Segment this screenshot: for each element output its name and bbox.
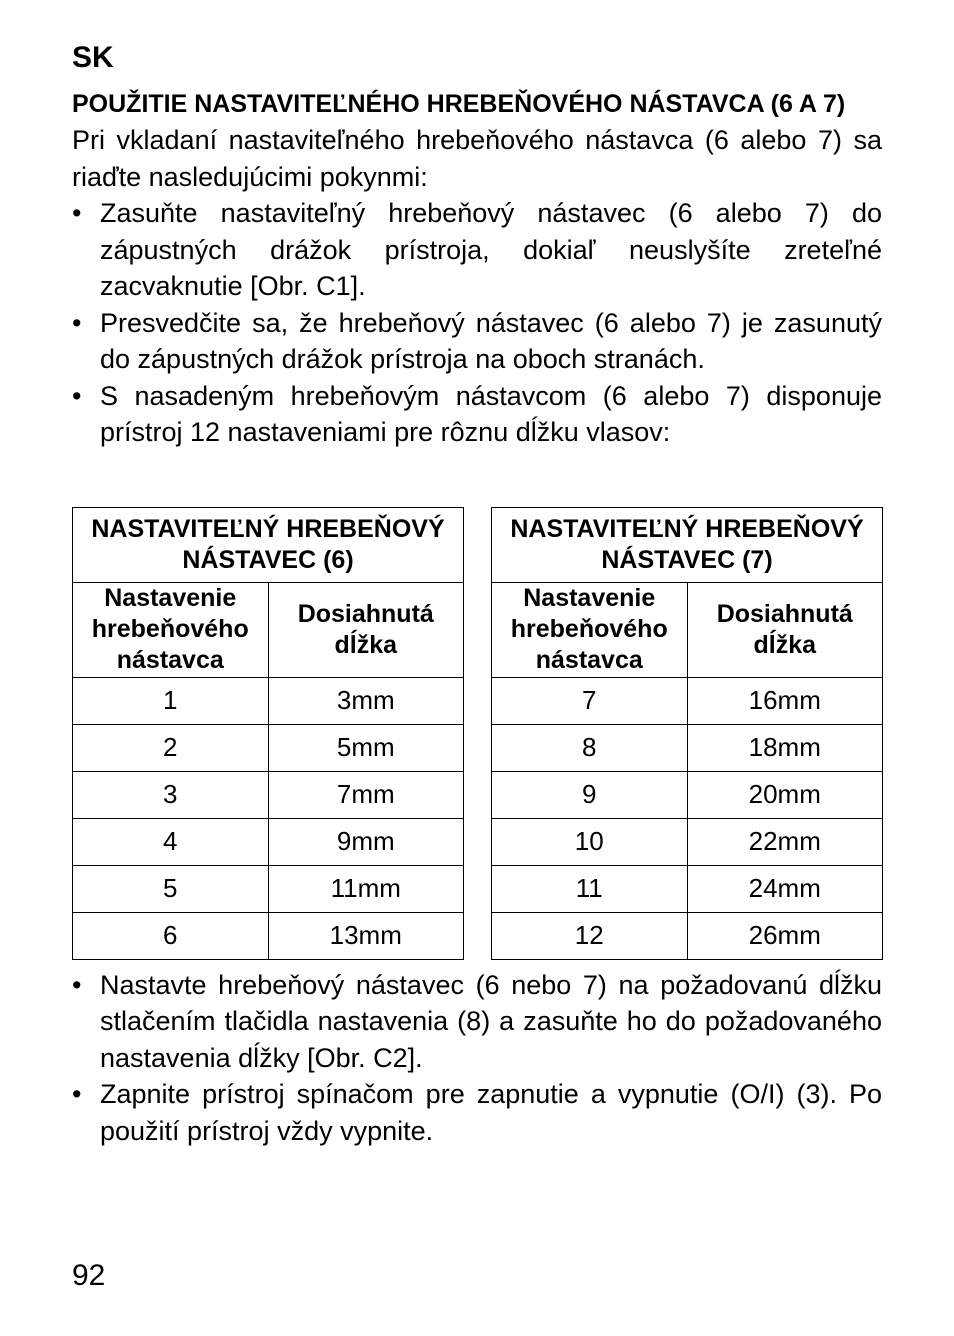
cell-setting: 8 [492, 724, 688, 771]
cell-setting: 4 [73, 818, 269, 865]
table-title: NASTAVITEĽNÝ HREBEŇOVÝ NÁSTAVEC (6) [73, 507, 464, 582]
table-row [492, 865, 883, 912]
column-header-setting: Nastavenie hrebeňového nástavca [73, 582, 269, 677]
list-item [72, 378, 882, 451]
cell-length: 26mm [687, 912, 883, 959]
list-item [72, 195, 882, 305]
cell-setting: 9 [492, 771, 688, 818]
cell-setting: 2 [73, 724, 269, 771]
cell-length: 9mm [268, 818, 464, 865]
cell-length: 11mm [268, 865, 464, 912]
table-row [492, 771, 883, 818]
table-row [492, 724, 883, 771]
cell-setting: 7 [492, 677, 688, 724]
bullet-icon: • [72, 380, 82, 411]
cell-length: 13mm [268, 912, 464, 959]
comb-attachment-table-6 [72, 507, 464, 960]
table-row [492, 818, 883, 865]
instruction-list-bottom [72, 967, 882, 1150]
table-row [73, 865, 464, 912]
page-content [72, 40, 882, 1149]
cell-setting: 1 [73, 677, 269, 724]
cell-length: 24mm [687, 865, 883, 912]
column-header-length: Dosiahnutá dĺžka [687, 582, 883, 677]
page-number: 92 [72, 1259, 106, 1292]
cell-length: 16mm [687, 677, 883, 724]
cell-length: 3mm [268, 677, 464, 724]
column-header-length: Dosiahnutá dĺžka [268, 582, 464, 677]
bullet-icon: • [72, 307, 82, 338]
cell-setting: 5 [73, 865, 269, 912]
cell-setting: 11 [492, 865, 688, 912]
cell-length: 22mm [687, 818, 883, 865]
intro-paragraph: Pri vkladaní nastaviteľného hrebeňového nástavca (6 alebo 7) sa riaďte nasledujúcimi pokynmi: [72, 125, 882, 192]
list-item [72, 1076, 882, 1149]
cell-setting: 6 [73, 912, 269, 959]
table-row [492, 912, 883, 959]
table-row [73, 677, 464, 724]
list-item-text: Presvedčite sa, že hrebeňový nástavec (6 alebo 7) je zasunutý do zápustných drážok prístroja na oboch stranách. [100, 307, 882, 374]
list-item-text: Zapnite prístroj spínačom pre zapnutie a vypnutie (O/I) (3). Po použití prístroj vždy vypnite. [100, 1079, 882, 1146]
list-item [72, 967, 882, 1077]
cell-setting: 10 [492, 818, 688, 865]
cell-length: 18mm [687, 724, 883, 771]
cell-setting: 12 [492, 912, 688, 959]
cell-length: 20mm [687, 771, 883, 818]
list-item-text: S nasadeným hrebeňovým nástavcom (6 alebo 7) disponuje prístroj 12 nastaveniami pre rôznu dĺžku vlasov: [100, 380, 882, 447]
table-row [492, 677, 883, 724]
table-row [73, 771, 464, 818]
list-item-text: Nastavte hrebeňový nástavec (6 nebo 7) na požadovanú dĺžku stlačením tlačidla nastavenia (8) a zasuňte ho do požadovaného nastavenia dĺžky [Obr. C2]. [100, 969, 882, 1073]
cell-setting: 3 [73, 771, 269, 818]
cell-length: 5mm [268, 724, 464, 771]
table-row [73, 724, 464, 771]
table-row [73, 818, 464, 865]
language-code: SK [72, 41, 114, 74]
bullet-icon: • [72, 1079, 82, 1109]
settings-tables [72, 507, 882, 967]
instruction-list-top [72, 195, 882, 451]
list-item [72, 305, 882, 378]
table-title: NASTAVITEĽNÝ HREBEŇOVÝ NÁSTAVEC (7) [492, 507, 883, 582]
column-header-setting: Nastavenie hrebeňového nástavca [492, 582, 688, 677]
section-title: POUŽITIE NASTAVITEĽNÉHO HREBEŇOVÉHO NÁSTAVCA (6 A 7) [72, 90, 846, 118]
comb-attachment-table-7 [491, 507, 883, 960]
cell-length: 7mm [268, 771, 464, 818]
table-row [73, 912, 464, 959]
bullet-icon: • [72, 198, 82, 228]
list-item-text: Zasuňte nastaviteľný hrebeňový nástavec (6 alebo 7) do zápustných drážok prístroja, dokiaľ neuslyšíte zreteľné zacvaknutie [Obr. C1]. [100, 198, 882, 301]
bullet-icon: • [72, 969, 82, 1000]
